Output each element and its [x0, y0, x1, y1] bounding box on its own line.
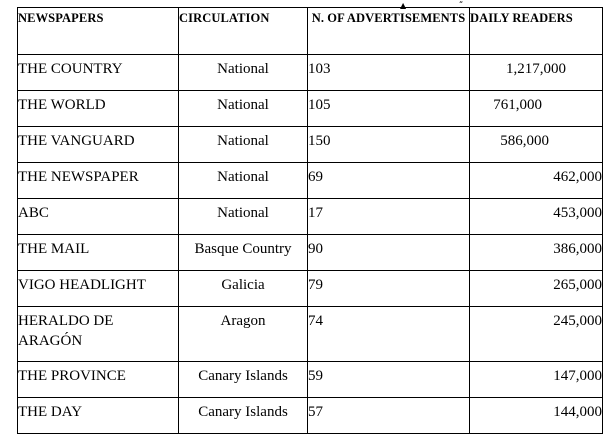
table-row [18, 55, 603, 91]
table-row [18, 271, 603, 307]
header-newspapers: NEWSPAPERS [18, 8, 179, 55]
cell-daily-readers: 586,000 [470, 127, 603, 163]
cell-advertisements: 69 [308, 163, 470, 199]
cell-newspaper: THE NEWSPAPER [18, 163, 179, 199]
cell-daily-readers: 245,000 [470, 307, 603, 362]
cell-newspaper: THE PROVINCE [18, 362, 179, 398]
cell-circulation: Basque Country [179, 235, 308, 271]
table-row [18, 127, 603, 163]
header-advertisements: N. OF ADVERTISEMENTS [308, 8, 470, 55]
cell-circulation: National [179, 199, 308, 235]
header-daily-readers: DAILY READERS [470, 8, 603, 55]
stray-quote-mark: “ [459, 0, 464, 9]
cell-circulation: Galicia [179, 271, 308, 307]
table-row [18, 307, 603, 362]
cell-advertisements: 74 [308, 307, 470, 362]
cell-circulation: National [179, 55, 308, 91]
cell-circulation: Canary Islands [179, 362, 308, 398]
cell-advertisements: 150 [308, 127, 470, 163]
cell-newspaper: VIGO HEADLIGHT [18, 271, 179, 307]
cell-circulation: National [179, 91, 308, 127]
cell-advertisements: 59 [308, 362, 470, 398]
newspapers-table [17, 7, 603, 434]
cell-advertisements: 17 [308, 199, 470, 235]
cell-advertisements: 105 [308, 91, 470, 127]
header-circulation: CIRCULATION [179, 8, 308, 55]
cell-daily-readers: 761,000 [470, 91, 603, 127]
cell-newspaper: THE COUNTRY [18, 55, 179, 91]
cell-daily-readers: 453,000 [470, 199, 603, 235]
cell-circulation: Aragon [179, 307, 308, 362]
cell-advertisements: 57 [308, 398, 470, 434]
cell-daily-readers: 462,000 [470, 163, 603, 199]
table-row [18, 199, 603, 235]
cell-newspaper: THE MAIL [18, 235, 179, 271]
cell-newspaper: THE VANGUARD [18, 127, 179, 163]
table-row [18, 163, 603, 199]
cell-daily-readers: 265,000 [470, 271, 603, 307]
table-header-row [18, 8, 603, 55]
cell-circulation: National [179, 163, 308, 199]
cell-advertisements: 103 [308, 55, 470, 91]
cell-daily-readers: 386,000 [470, 235, 603, 271]
cell-newspaper: THE DAY [18, 398, 179, 434]
table-row [18, 362, 603, 398]
table-row [18, 398, 603, 434]
cell-circulation: National [179, 127, 308, 163]
stray-caret-mark: ▲ [400, 1, 407, 10]
table-row [18, 91, 603, 127]
cell-daily-readers: 144,000 [470, 398, 603, 434]
cell-circulation: Canary Islands [179, 398, 308, 434]
cell-advertisements: 79 [308, 271, 470, 307]
cell-newspaper: THE WORLD [18, 91, 179, 127]
table-row [18, 235, 603, 271]
cell-newspaper: ABC [18, 199, 179, 235]
cell-advertisements: 90 [308, 235, 470, 271]
cell-daily-readers: 147,000 [470, 362, 603, 398]
cell-daily-readers: 1,217,000 [470, 55, 603, 91]
cell-newspaper: HERALDO DE ARAGÓN [18, 307, 179, 362]
